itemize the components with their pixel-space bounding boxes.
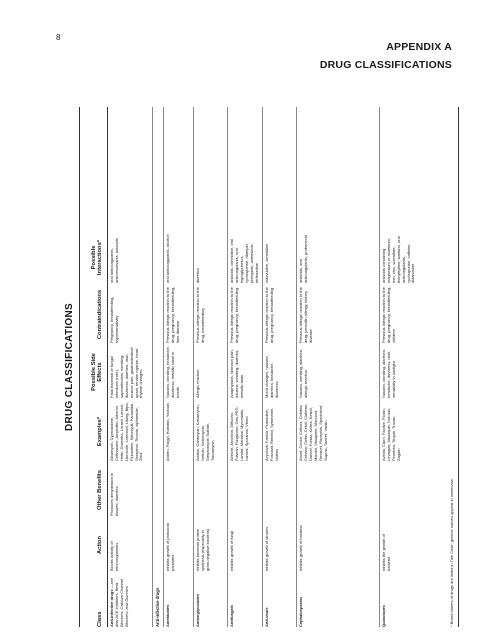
page-title: DRUG CLASSIFICATIONS <box>319 59 452 71</box>
benefits-cell: Produces dehydration in tissues; diuretics <box>109 472 119 516</box>
column-header-interactions: Possible Interactions* <box>90 239 104 276</box>
table-header-row <box>79 107 108 627</box>
interactions-cell: antacids containing magnesium or aluminum, iron, zinc, sucralfate, theophylline, warfarin, oral anticoagulants, cyclosporine, caffeine, didanosine <box>381 236 416 283</box>
contraindications-cell: Previous allergic reaction to the drug, pregnancy, breastfeeding, liver disease <box>165 286 180 343</box>
examples-cell: Albamycin, Cyproxidone, Ceftriaxone, Ampicillin, Albenol, Hetin, Doxenba, Loraxil, Lorexil, Librozole, Lorenozil, Liking, Bipa, Fluoxetine, Minoxydil, Panaxidal, Serapinol, Tinonin, alphamide, Zisol <box>109 402 144 461</box>
class-cell: Aminoglycosides <box>195 593 200 627</box>
action-cell: Inhibits growth of fungi <box>229 530 234 571</box>
contraindications-cell: Pregnancy, breastfeeding, hypersensitivity <box>109 296 119 343</box>
class-cell: Anti-virals <box>264 607 269 627</box>
table-row <box>228 107 263 627</box>
examples-cell: Avelox, Cipro, Factive, Floxin, Levaquin, Maxaquin, Noroxin, Penetrex, Tequin, Trovan, Zagam <box>381 408 401 461</box>
action-cell: Inhibits growth of bacteria <box>298 525 303 571</box>
contraindications-cell: Previous allergic reaction to the drug, pregnancy, breastfeeding <box>264 287 274 343</box>
action-cell: Inhibits the growth of bacteria <box>381 534 391 571</box>
column-header-side-effects: Possible Side Effects <box>90 353 104 391</box>
side-effects-cell: Nausea, vomiting, diarrhea, headache, dizziness, rash, sensitivity to sunlight <box>381 349 396 398</box>
interactions-cell: diuretics <box>195 268 200 283</box>
contraindications-cell: Previous allergic reaction to the drug, breastfeeding <box>195 287 205 343</box>
class-cell: Antifungals <box>229 605 234 627</box>
side-effects-cell: Fatal bacterial or fungal infections (rare), superinfection, vomiting, dizziness, diarrhea, rash, muscle pain, gastrointestinal upset, tendon rupture, heart rhythm changes <box>109 347 144 398</box>
examples-cell: Amikin, Garamycin, Kanamycin, Nebcin, Netromycin, Streptomycin Sulfate, Tobramycin <box>195 404 215 461</box>
column-header-class: Class <box>97 611 104 627</box>
table-row <box>380 107 459 627</box>
table-row <box>108 107 153 627</box>
interactions-cell: oral anticoagulants, anticonvulsants, antacids <box>109 238 119 283</box>
side-effects-cell: Mood changes, nausea, diarrhea, headache, dizziness <box>264 355 279 398</box>
drug-classification-table <box>79 107 459 627</box>
table-row <box>297 107 380 627</box>
action-cell: Blocks activity of microorganisms <box>109 541 119 571</box>
side-effects-cell: Nausea, vomiting, headache, dizziness, metallic taste in mouth <box>165 346 180 398</box>
contraindications-cell: Previous allergic reaction to the drug, pregnancy, breastfeeding, children <box>381 286 396 343</box>
table-row <box>194 107 228 627</box>
column-header-contraindications: Contraindications <box>97 289 104 340</box>
table-row <box>164 107 194 627</box>
interactions-cell: oral anticoagulants, alcohol <box>165 234 170 283</box>
class-cell: Amebicides <box>165 604 170 627</box>
column-header-benefits: Other Benefits <box>97 470 104 510</box>
examples-cell: Aralen, Flagyl, Humatin, Yodoxin <box>165 403 170 461</box>
appendix-label: APPENDIX A <box>386 41 452 53</box>
action-cell: Inhibits growth of protozoal parasites <box>165 523 175 571</box>
class-cell: Cephalosporins <box>298 596 303 627</box>
subheader-cell: Anti-infective drugs <box>154 587 160 627</box>
column-header-examples: Examples* <box>97 416 104 447</box>
side-effects-cell: Allergic reaction <box>195 369 200 398</box>
action-cell: Inhibits growth of viruses <box>264 526 269 571</box>
action-cell: Inhibits bacterial protein synthesis (especially in gram-negative bacteria) <box>195 528 210 571</box>
examples-cell: Ancef, Ceclor, Cefizox, Cefobid, Cefotan, Ceftin, Cefzil, Claforan, Duricef, Fortaz, Keflex, Kefzol, Mandol, Maxipime, Monocid, Omnicef, Rocephin, Spectracef, Suprax, Tazicef, Vantin <box>298 403 328 461</box>
class-name: Anti-infective drugs <box>109 589 114 627</box>
side-effects-cell: Anaphylaxis, stomach pain, nausea, vomiting, diarrhea, metallic taste <box>229 349 244 398</box>
class-cell: Quinolones <box>381 605 386 627</box>
class-cell <box>110 574 130 627</box>
footnote: * Brand names of drugs are listed in Title Case; generic names appear in lowercase. <box>449 478 454 627</box>
column-header-action: Action <box>97 535 104 555</box>
class-note: —see also ACE inhibitors, Beta Blockers, Calcium Channel Blockers, and Diuretics <box>109 577 129 627</box>
table-title: DRUG CLASSIFICATIONS <box>64 302 75 432</box>
contraindications-cell: Previous allergic reaction to the drug, pregnancy, breastfeeding <box>229 287 239 343</box>
table-row <box>263 107 297 627</box>
side-effects-cell: Nausea, vomiting, diarrhea, allergic reaction <box>298 349 308 398</box>
page-number: 8 <box>56 33 61 42</box>
table-subheader-row <box>153 107 164 627</box>
examples-cell: Acyclovir, Famvir, Flumadine, Foscavir, Rebetol, Symmetrel, Valtrex <box>264 407 279 461</box>
interactions-cell: antacids, cimetidine, oral anticoagulants, oral hypoglycemics, cyclosporine, rifampin, phenytoin, astemizole, terfenadine <box>229 238 259 283</box>
contraindications-cell: Previous allergic reaction to the drug, penicillin allergy, kidney disease <box>298 287 313 343</box>
examples-cell: Abelcet, Ancobon, Diflucan, Fulvicin, Fungizone, Gris-PEG, Lamisil, Monistat, Mycostatin, Nizoral, Sporanox, Vfend <box>229 406 249 461</box>
rotated-table-region <box>63 107 458 627</box>
interactions-cell: antacids, oral anticoagulants, probenecid <box>298 235 308 283</box>
interactions-cell: zidovudine, cimetidine <box>264 243 269 283</box>
